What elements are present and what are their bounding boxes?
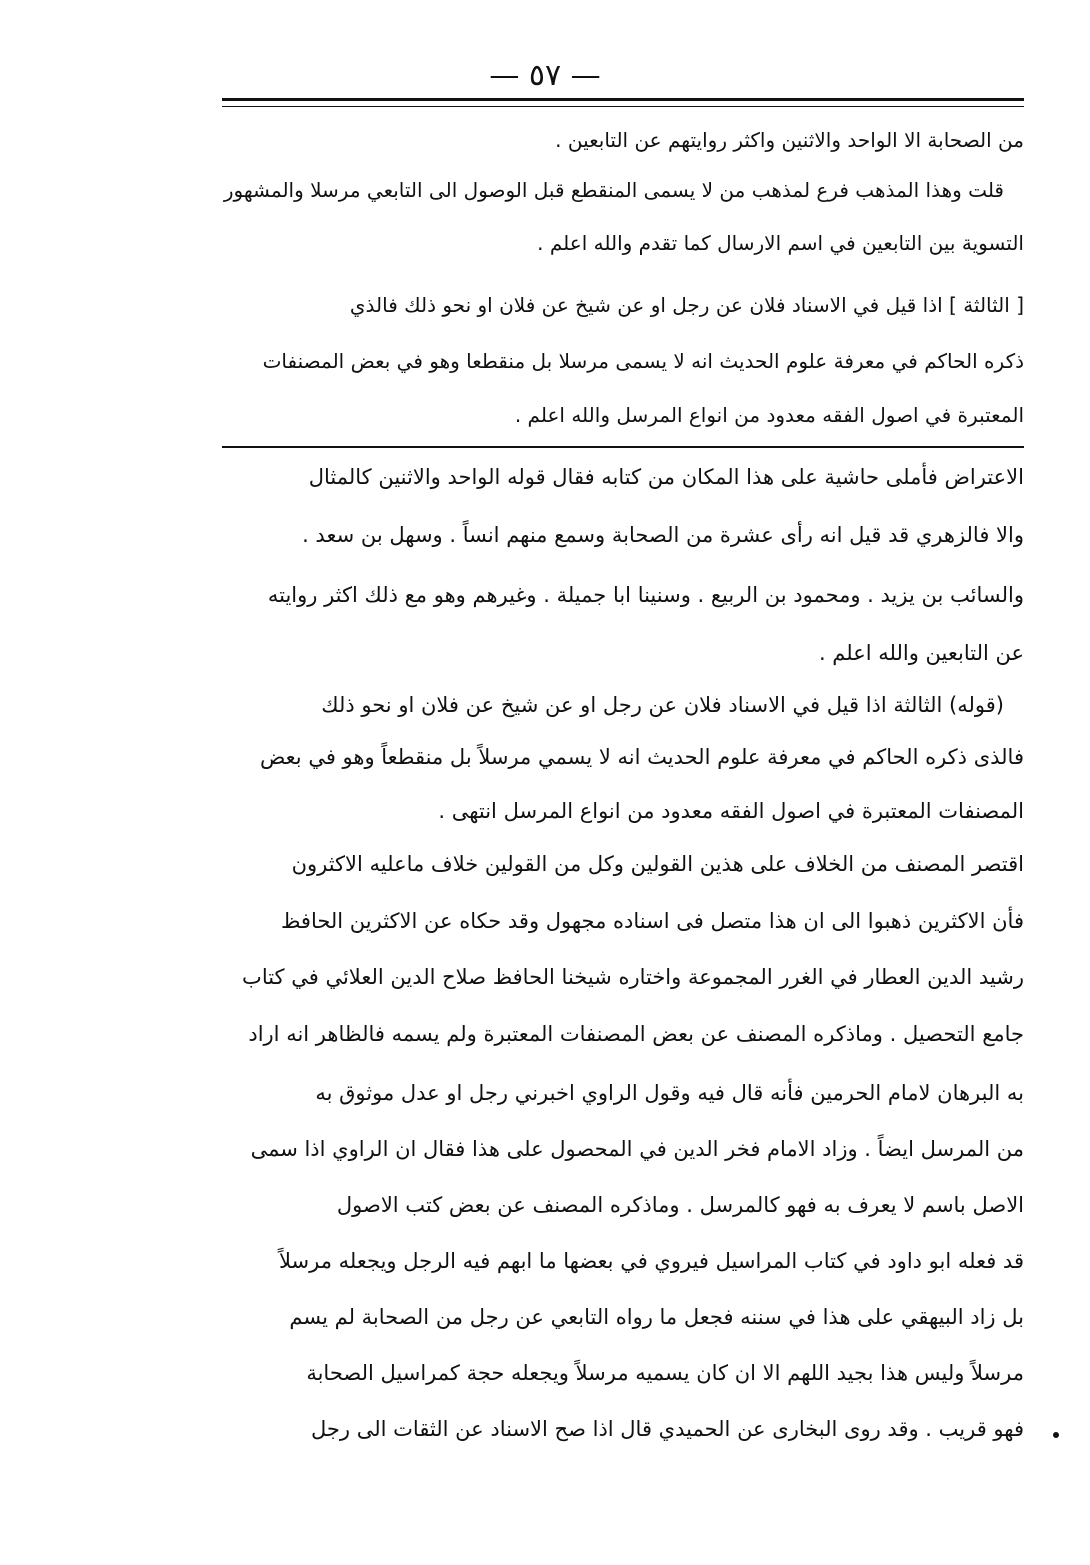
commentary-line: بل زاد البيهقي على هذا في سننه فجعل ما رواه التابعي عن رجل من الصحابة لم يسم [289,1305,1024,1329]
commentary-line: جامع التحصيل . وماذكره المصنف عن بعض المصنفات المعتبرة ولم يسمه فالظاهر انه اراد [248,1022,1024,1046]
header-rule-thick [222,98,1024,101]
commentary-line: فهو قريب . وقد روى البخارى عن الحميدي قال اذا صح الاسناد عن الثقات الى رجل [311,1417,1024,1441]
commentary-line: فأن الاكثرين ذهبوا الى ان هذا متصل فى اسناده مجهول وقد حكاه عن الاكثرين الحافظ [280,909,1024,933]
commentary-line: قد فعله ابو داود في كتاب المراسيل فيروي في بعضها ما ابهم فيه الرجل ويجعله مرسلاً [279,1249,1024,1273]
commentary-line: مرسلاً وليس هذا بجيد اللهم الا ان كان يسميه مرسلاً ويجعله حجة كمراسيل الصحابة [306,1361,1024,1385]
section-separator [222,446,1024,448]
commentary-line: والا فالزهري قد قيل انه رأى عشرة من الصحابة وسمع منهم انساً . وسهل بن سعد . [302,523,1024,547]
margin-dot [1053,1432,1059,1438]
commentary-line: الاصل باسم لا يعرف به فهو كالمرسل . وماذكره المصنف عن بعض كتب الاصول [336,1193,1024,1217]
commentary-line: من المرسل ايضاً . وزاد الامام فخر الدين في المحصول على هذا فقال ان الراوي اذا سمى [250,1137,1024,1161]
main-text-line: التسوية بين التابعين في اسم الارسال كما تقدم والله اعلم . [537,231,1024,255]
header-rule-thin [222,106,1024,107]
commentary-line: الاعتراض فأملى حاشية على هذا المكان من كتابه فقال قوله الواحد والاثنين كالمثال [308,465,1024,489]
commentary-line: اقتصر المصنف من الخلاف على هذين القولين وكل من القولين خلاف ماعليه الاكثرون [291,852,1024,876]
main-text-line: المعتبرة في اصول الفقه معدود من انواع المرسل والله اعلم . [514,403,1024,427]
commentary-line: (قوله) الثالثة اذا قيل في الاسناد فلان عن رجل او عن شيخ عن فلان او نحو ذلك [321,693,1004,717]
main-text [222,118,1024,448]
page-number: — ٥٧ — [489,58,601,93]
commentary-line: والسائب بن يزيد . ومحمود بن الربيع . وسنينا ابا جميلة . وغيرهم وهو مع ذلك اكثر روايته [267,583,1024,607]
commentary-text [222,455,1024,1555]
main-text-line: من الصحابة الا الواحد والاثنين واكثر روايتهم عن التابعين . [555,128,1024,152]
commentary-line: المصنفات المعتبرة في اصول الفقه معدود من انواع المرسل انتهى . [438,799,1024,823]
main-text-line: قلت وهذا المذهب فرع لمذهب من لا يسمى المنقطع قبل الوصول الى التابعي مرسلا والمشهور [223,178,1004,202]
commentary-line: به البرهان لامام الحرمين فأنه قال فيه وقول الراوي اخبرني رجل او عدل موثوق به [315,1081,1024,1105]
main-text-line: [ الثالثة ] اذا قيل في الاسناد فلان عن رجل او عن شيخ عن فلان او نحو ذلك فالذي [349,293,1024,317]
commentary-line: رشيد الدين العطار في الغرر المجموعة واختاره شيخنا الحافظ صلاح الدين العلائي في كتاب [242,965,1024,989]
commentary-line: فالذى ذكره الحاكم في معرفة علوم الحديث انه لا يسمي مرسلاً بل منقطعاً وهو في بعض [259,745,1024,769]
main-text-line: ذكره الحاكم في معرفة علوم الحديث انه لا يسمى مرسلا بل منقطعا وهو في بعض المصنفات [262,349,1024,373]
commentary-line: عن التابعين والله اعلم . [818,641,1024,665]
